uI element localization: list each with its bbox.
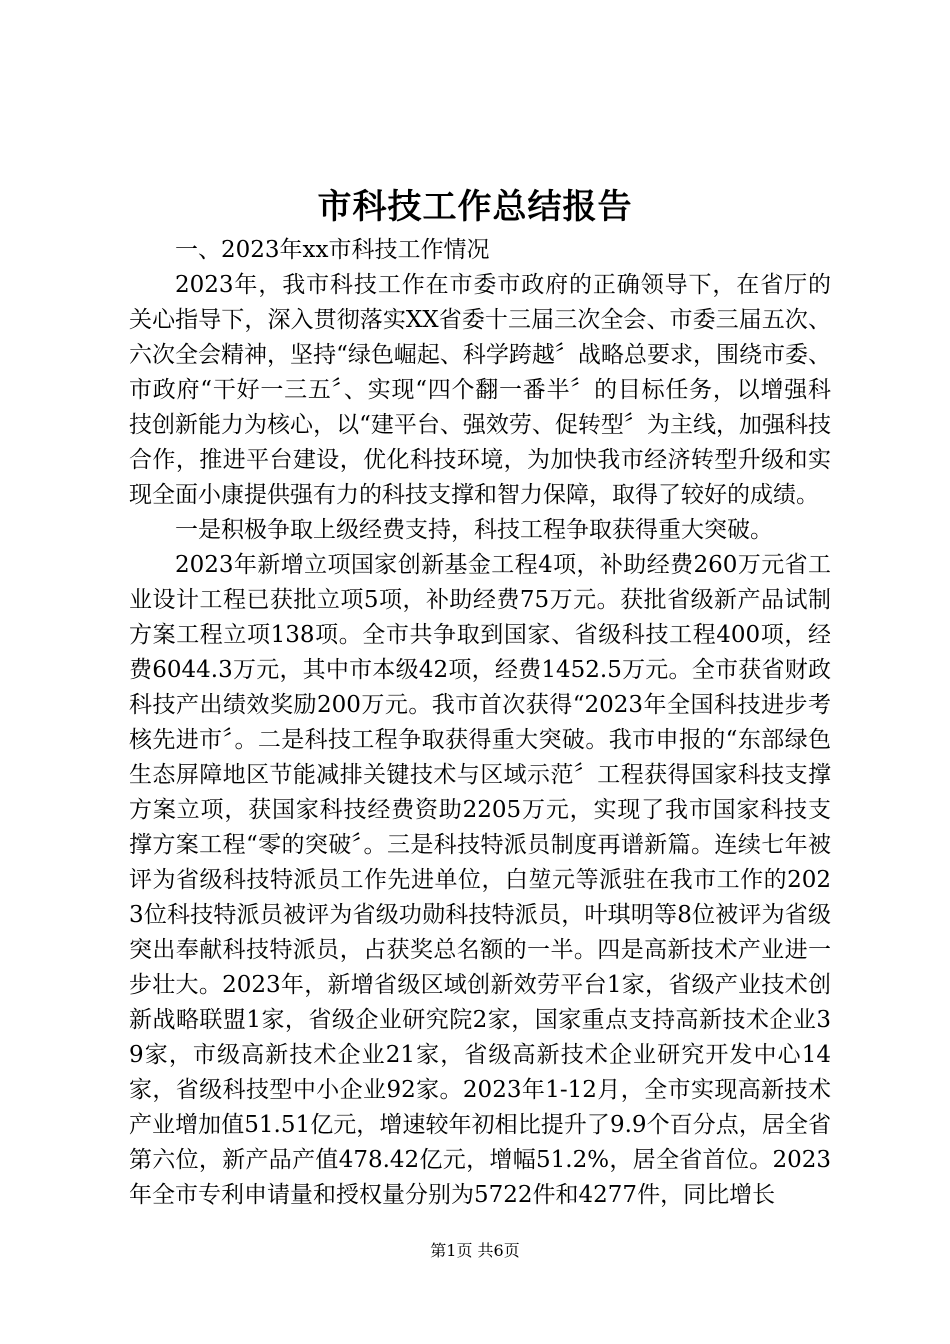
document-title: 市科技工作总结报告 xyxy=(317,187,633,227)
body-paragraph: 一是积极争取上级经费支持，科技工程争取获得重大突破。 xyxy=(175,517,773,543)
body-paragraph: 2023年，我市科技工作在市委市政府的正确领导下，在省厅的关心指导下，深入贯彻落实XX省委十三届三次全会、市委三届五次、六次全会精神，坚持“绿色崛起、科学跨越〞战略总要求，围绕市委、市政府“干好一三五〞、实现“四个翻一番半〞的目标任务，以增强科技创新能力为核心，以“建平台、强效劳、促转型〞为主线，加强科技合作，推进平台建设，优化科技环境，为加快我市经济转型升级和实现全面小康提供强有力的科技支撑和智力保障，取得了较好的成绩。 xyxy=(129,272,831,508)
body-paragraph: 2023年新增立项国家创新基金工程4项，补助经费260万元省工业设计工程已获批立项5项，补助经费75万元。获批省级新产品试制方案工程立项138项。全市共争取到国家、省级科技工程400项，经费6044.3万元，其中市本级42项，经费1452.5万元。全市获省财政科技产出绩效奖励200万元。我市首次获得“2023年全国科技进步考核先进市〞。二是科技工程争取获得重大突破。我市申报的“东部绿色生态屏障地区节能减排关键技术与区域示范〞工程获得国家科技支撑方案立项，获国家科技经费资助2205万元，实现了我市国家科技支撑方案工程“零的突破〞。三是科技特派员制度再谱新篇。连续七年被评为省级科技特派员工作先进单位，白堃元等派驻在我市工作的2023位科技特派员被评为省级功勋科技特派员，叶琪明等8位被评为省级突出奉献科技特派员，占获奖总名额的一半。四是高新技术产业进一步壮大。2023年，新增省级区域创新效劳平台1家，省级产业技术创新战略联盟1家，省级企业研究院2家，国家重点支持高新技术企业39家，市级高新技术企业21家，省级高新技术企业研究开发中心14家，省级科技型中小企业92家。2023年1-12月，全市实现高新技术产业增加值51.51亿元，增速较年初相比提升了9.9个百分点，居全省第六位，新产品产值478.42亿元，增幅51.2%，居全省首位。2023年全市专利申请量和授权量分别为5722件和4277件，同比增长 xyxy=(129,552,831,1208)
section-heading: 一、2023年xx市科技工作情况 xyxy=(175,237,490,263)
document-body xyxy=(129,233,831,1213)
page-number-footer: 第1页 共6页 xyxy=(430,1241,520,1260)
